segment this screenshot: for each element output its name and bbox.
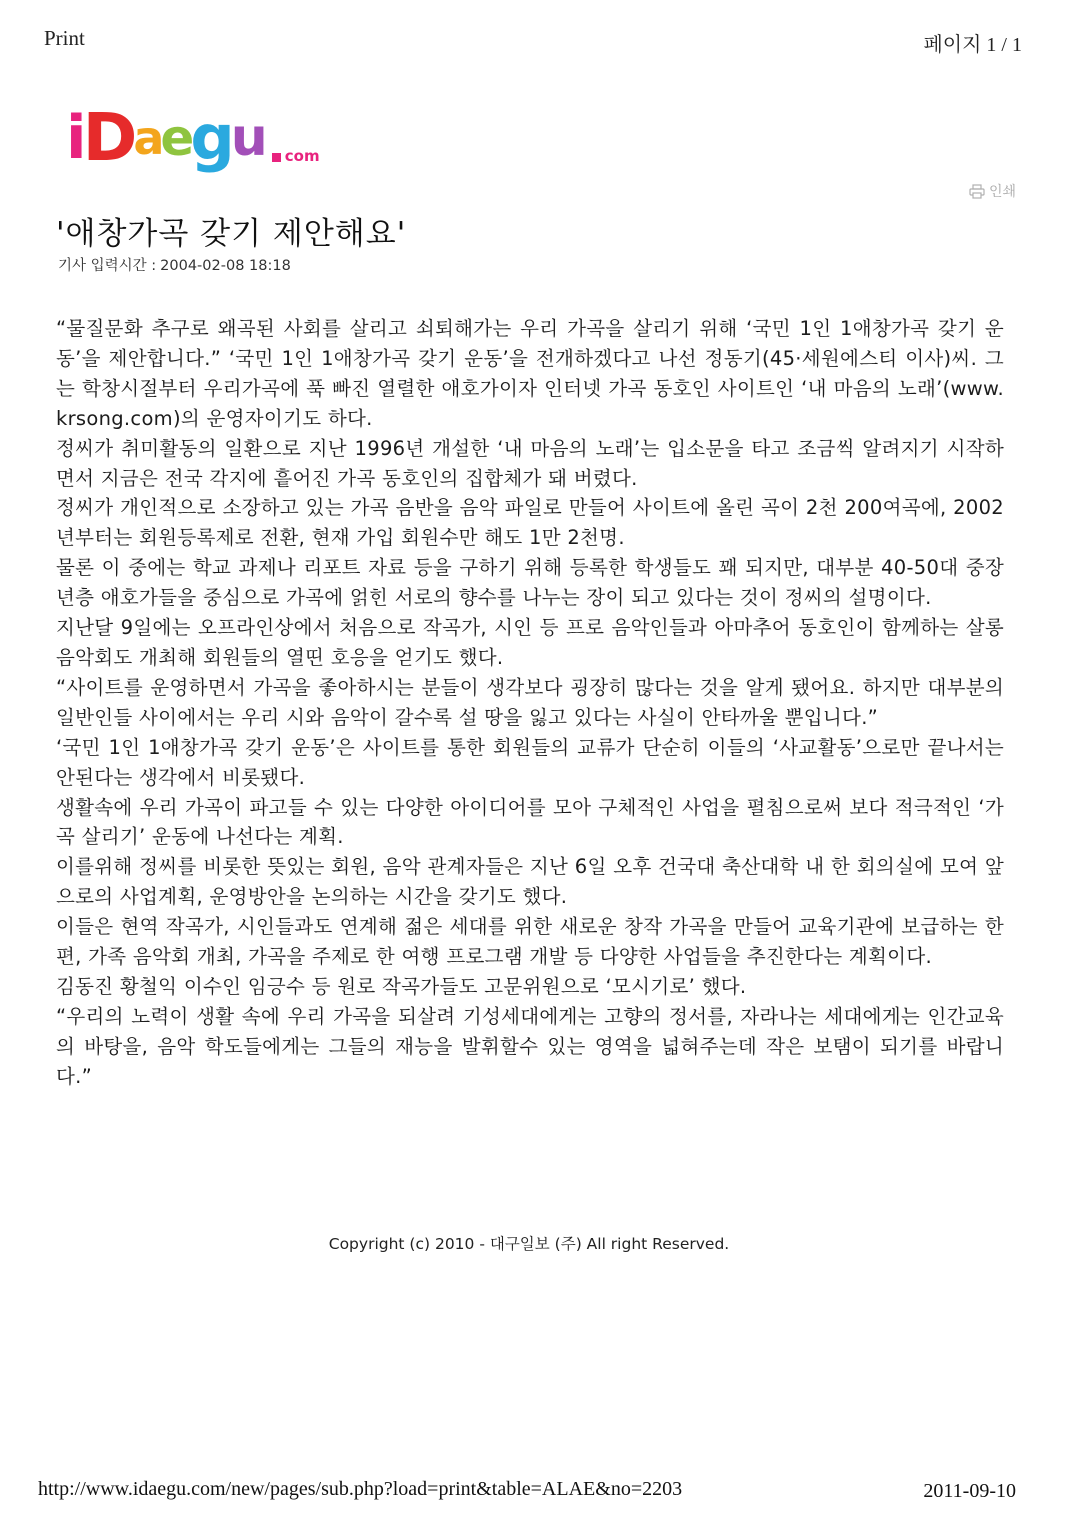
- logo-letter: i: [66, 103, 83, 173]
- logo-suffix: com: [284, 147, 320, 165]
- article-paragraph: “사이트를 운영하면서 가곡을 좋아하시는 분들이 생각보다 굉장히 많다는 것을 알게 됐어요. 하지만 대부분의 일반인들 사이에서는 우리 시와 음악이 갈수록 설 땅을 잃고 있다는 사실이 안타까울 뿐입니다.”: [56, 675, 1004, 729]
- article-paragraph: 김동진 황철익 이수인 임긍수 등 원로 작곡가들도 고문위원으로 ‘모시기로’ 했다.: [56, 974, 747, 998]
- logo-dot: [272, 153, 281, 162]
- article-title: '애창가곡 갖기 제안해요': [56, 216, 407, 252]
- page-counter: 페이지 1 / 1: [923, 34, 1022, 56]
- print-header-label: Print: [44, 26, 85, 50]
- article-body: [56, 314, 1004, 1092]
- article-paragraph: 이들은 현역 작곡가, 시인들과도 연계해 젊은 세대를 위한 새로운 창작 가곡을 만들어 교육기관에 보급하는 한편, 가족 음악회 개최, 가곡을 주제로 한 여행 프로그램 개발 등 다양한 사업들을 추진한다는 계획이다.: [56, 915, 1004, 969]
- article-paragraph: 정씨가 개인적으로 소장하고 있는 가곡 음반을 음악 파일로 만들어 사이트에 올린 곡이 2천 200여곡에, 2002년부터는 회원등록제로 전환, 현재 가입 회원수만 해도 1만 2천명.: [56, 496, 1004, 550]
- meta-label: 기사 입력시간 :: [58, 258, 157, 274]
- footer-date: 2011-09-10: [923, 1480, 1016, 1502]
- logo-letter: u: [230, 108, 264, 168]
- article-paragraph: 생활속에 우리 가곡이 파고들 수 있는 다양한 아이디어를 모아 구체적인 사업을 펼침으로써 보다 적극적인 ‘가곡 살리기’ 운동에 나선다는 계획.: [56, 795, 1004, 849]
- print-button[interactable]: [969, 181, 1016, 201]
- article-paragraph: ‘국민 1인 1애창가곡 갖기 운동’은 사이트를 통한 회원들의 교류가 단순히 이들의 ‘사교활동’으로만 끝나서는 안된다는 생각에서 비롯됐다.: [56, 735, 1004, 789]
- article-paragraph: 지난달 9일에는 오프라인상에서 처음으로 작곡가, 시인 등 프로 음악인들과 아마추어 동호인이 함께하는 살롱음악회도 개최해 회원들의 열띤 호응을 얻기도 했다.: [56, 616, 1004, 669]
- logo-letter: g: [190, 101, 231, 174]
- footer-url: http://www.idaegu.com/new/pages/sub.php?load=print&table=ALAE&no=2203: [38, 1478, 683, 1500]
- meta-datetime: 2004-02-08 18:18: [160, 258, 291, 274]
- copyright-notice: Copyright (c) 2010 - 대구일보 (주) All right Reserved.: [328, 1235, 730, 1253]
- logo-letter: D: [82, 99, 134, 176]
- article-paragraph: “우리의 노력이 생활 속에 우리 가곡을 되살려 기성세대에게는 고향의 정서를, 자라나는 세대에게는 인간교육의 바탕을, 음악 학도들에게는 그들의 재능을 발휘할수 있는 영역을 넓혀주는데 작은 보탬이 되기를 바랍니다.”: [56, 1004, 1004, 1088]
- idaegu-logo[interactable]: [66, 96, 320, 176]
- article-paragraph: 정씨가 취미활동의 일환으로 지난 1996년 개설한 ‘내 마음의 노래’는 입소문을 타고 조금씩 알려지기 시작하면서 지금은 전국 각지에 흩어진 가곡 동호인의 집합체가 돼 버렸다.: [56, 436, 1004, 490]
- article-paragraph: 이를위해 정씨를 비롯한 뜻있는 회원, 음악 관계자들은 지난 6일 오후 건국대 축산대학 내 한 회의실에 모여 앞으로의 사업계획, 운영방안을 논의하는 시간을 갖기도 했다.: [56, 855, 1004, 909]
- article-paragraph: “물질문화 추구로 왜곡된 사회를 살리고 쇠퇴해가는 우리 가곡을 살리기 위해 ‘국민 1인 1애창가곡 갖기 운동’을 제안합니다.” ‘국민 1인 1애창가곡 갖기 운동’을 전개하겠다고 나선 정동기(45·세원에스티 이사)씨. 그는 학창시절부터 우리가곡에 푹 빠진 열렬한 애호가이자 인터넷 가곡 동호인 사이트인 ‘내 마음의 노래’(www.krsong.com)의 운영자이기도 하다.: [56, 317, 1004, 430]
- printer-icon: [969, 184, 985, 199]
- article-paragraph: 물론 이 중에는 학교 과제나 리포트 자료 등을 구하기 위해 등록한 학생들도 꽤 되지만, 대부분 40-50대 중장년층 애호가들을 중심으로 가곡에 얽힌 서로의 향수를 나누는 장이 되고 있다는 것이 정씨의 설명이다.: [56, 556, 1004, 610]
- logo-letter: e: [160, 109, 191, 167]
- logo-letter: a: [133, 111, 161, 165]
- article-meta: [58, 254, 291, 275]
- print-button-label: 인쇄: [988, 184, 1016, 200]
